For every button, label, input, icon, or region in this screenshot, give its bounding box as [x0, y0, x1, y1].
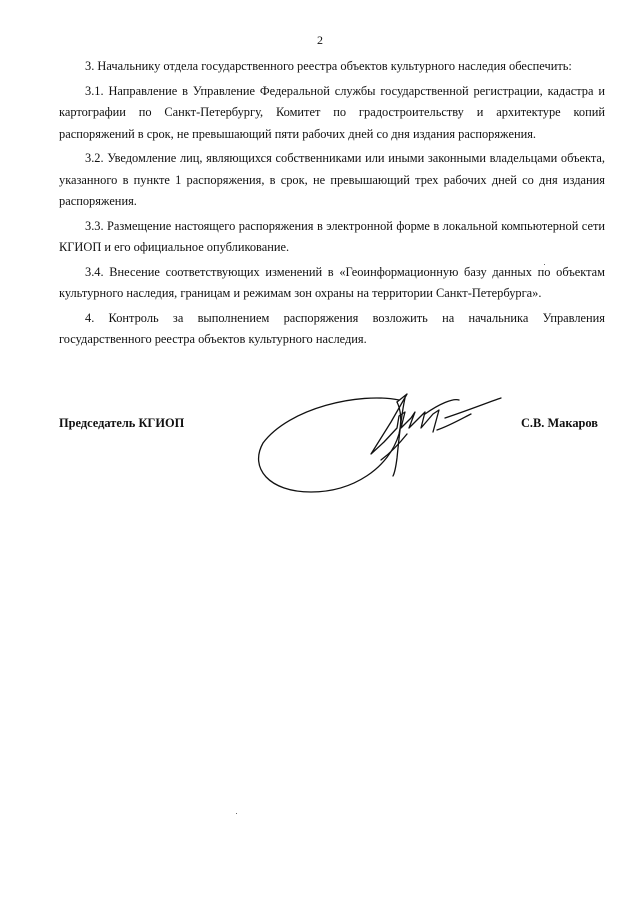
paragraph-3-1: 3.1. Направление в Управление Федеральной службы государственной регистрации, кадастра и картографии по Санкт-Петербургу, Комитет по градостроительству и архитектуре копий распоряжений в срок, не превышающий пяти рабочих дней со дня издания распоряжения. — [59, 83, 605, 141]
signature-block — [59, 388, 605, 508]
page-number: 2 — [317, 33, 323, 47]
paragraph-3-4: 3.4. Внесение соответствующих изменений в «Геоинформационную базу данных по объектам культурного наследия, границам и режимам зон охраны на территории Санкт-Петербурга». — [59, 264, 605, 300]
paragraph-3-3: 3.3. Размещение настоящего распоряжения в электронной форме в локальной компьютерной сети КГИОП и его официальное опубликование. — [59, 218, 605, 254]
handwritten-signature-icon — [249, 388, 509, 508]
document-body — [59, 56, 605, 354]
scan-speck — [544, 264, 545, 265]
paragraph-3-2: 3.2. Уведомление лиц, являющихся собственниками или иными законными владельцами объекта, указанного в пункте 1 распоряжения, в срок, не превышающий трех рабочих дней со дня издания распоряжения. — [59, 151, 605, 208]
signer-title: Председатель КГИОП — [59, 416, 185, 430]
paragraph-4: 4. Контроль за выполнением распоряжения возложить на начальника Управления государственного реестра объектов культурного наследия. — [59, 310, 605, 346]
scan-speck — [236, 813, 237, 814]
paragraph-3: 3. Начальнику отдела государственного реестра объектов культурного наследия обеспечить: — [85, 59, 572, 73]
signer-name: С.В. Макаров — [520, 416, 598, 430]
